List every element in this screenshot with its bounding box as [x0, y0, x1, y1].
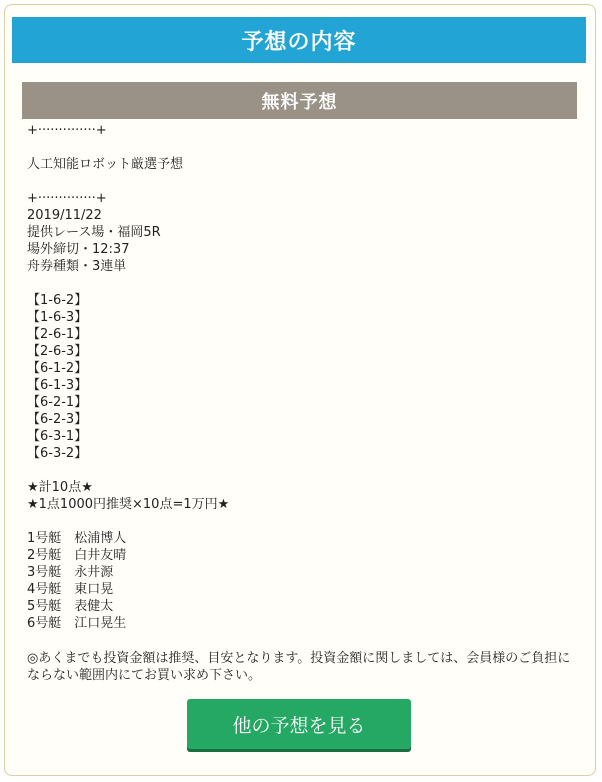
- investment-note: ◎あくまでも投資金額は推奨、目安となります。投資金額に関しましては、会員様のご負担にならない範囲内にてお買い求め下さい。: [27, 651, 571, 683]
- deadline-line: 場外締切・12:37: [27, 242, 130, 257]
- boat-racer-line: 6号艇 江口晃生: [27, 616, 127, 631]
- free-prediction-title: 無料予想: [261, 91, 338, 113]
- content-line: 人工知能ロボット厳選予想: [27, 157, 184, 172]
- ticket-type-line: 舟券種類・3連単: [27, 259, 127, 274]
- total-points-line: ★計10点★: [27, 480, 93, 495]
- content-line: [27, 462, 575, 479]
- combination-line: 【6-1-3】: [27, 378, 88, 393]
- content-line: [27, 275, 575, 292]
- combination-line: 【6-2-1】: [27, 395, 88, 410]
- section-header: [12, 17, 586, 63]
- content-line: +··············+: [27, 191, 107, 206]
- combination-line: 【6-3-1】: [27, 429, 88, 444]
- content-line: [27, 513, 575, 530]
- combination-line: 【6-2-3】: [27, 412, 88, 427]
- free-prediction-header: [22, 82, 577, 119]
- view-other-predictions-button[interactable]: [187, 699, 411, 749]
- recommended-amount-line: ★1点1000円推奨×10点=1万円★: [27, 497, 230, 512]
- prediction-content: [27, 122, 575, 684]
- date-line: 2019/11/22: [27, 208, 102, 223]
- combination-line: 【6-3-2】: [27, 446, 88, 461]
- combination-line: 【2-6-3】: [27, 344, 88, 359]
- section-header-title: 予想の内容: [241, 29, 357, 55]
- content-line: [27, 632, 575, 649]
- boat-racer-line: 5号艇 表健太: [27, 599, 114, 614]
- combination-line: 【6-1-2】: [27, 361, 88, 376]
- boat-racer-line: 4号艇 東口晃: [27, 582, 114, 597]
- boat-racer-line: 1号艇 松浦博人: [27, 531, 127, 546]
- boat-racer-line: 2号艇 白井友晴: [27, 548, 127, 563]
- content-line: [27, 173, 575, 190]
- combination-line: 【1-6-3】: [27, 310, 88, 325]
- view-other-predictions-label: 他の予想を見る: [232, 714, 366, 737]
- race-venue-line: 提供レース場・福岡5R: [27, 225, 161, 240]
- boat-racer-line: 3号艇 永井源: [27, 565, 114, 580]
- combination-line: 【2-6-1】: [27, 327, 88, 342]
- content-line: [27, 139, 575, 156]
- content-line: +··············+: [27, 123, 107, 138]
- combination-line: 【1-6-2】: [27, 293, 88, 308]
